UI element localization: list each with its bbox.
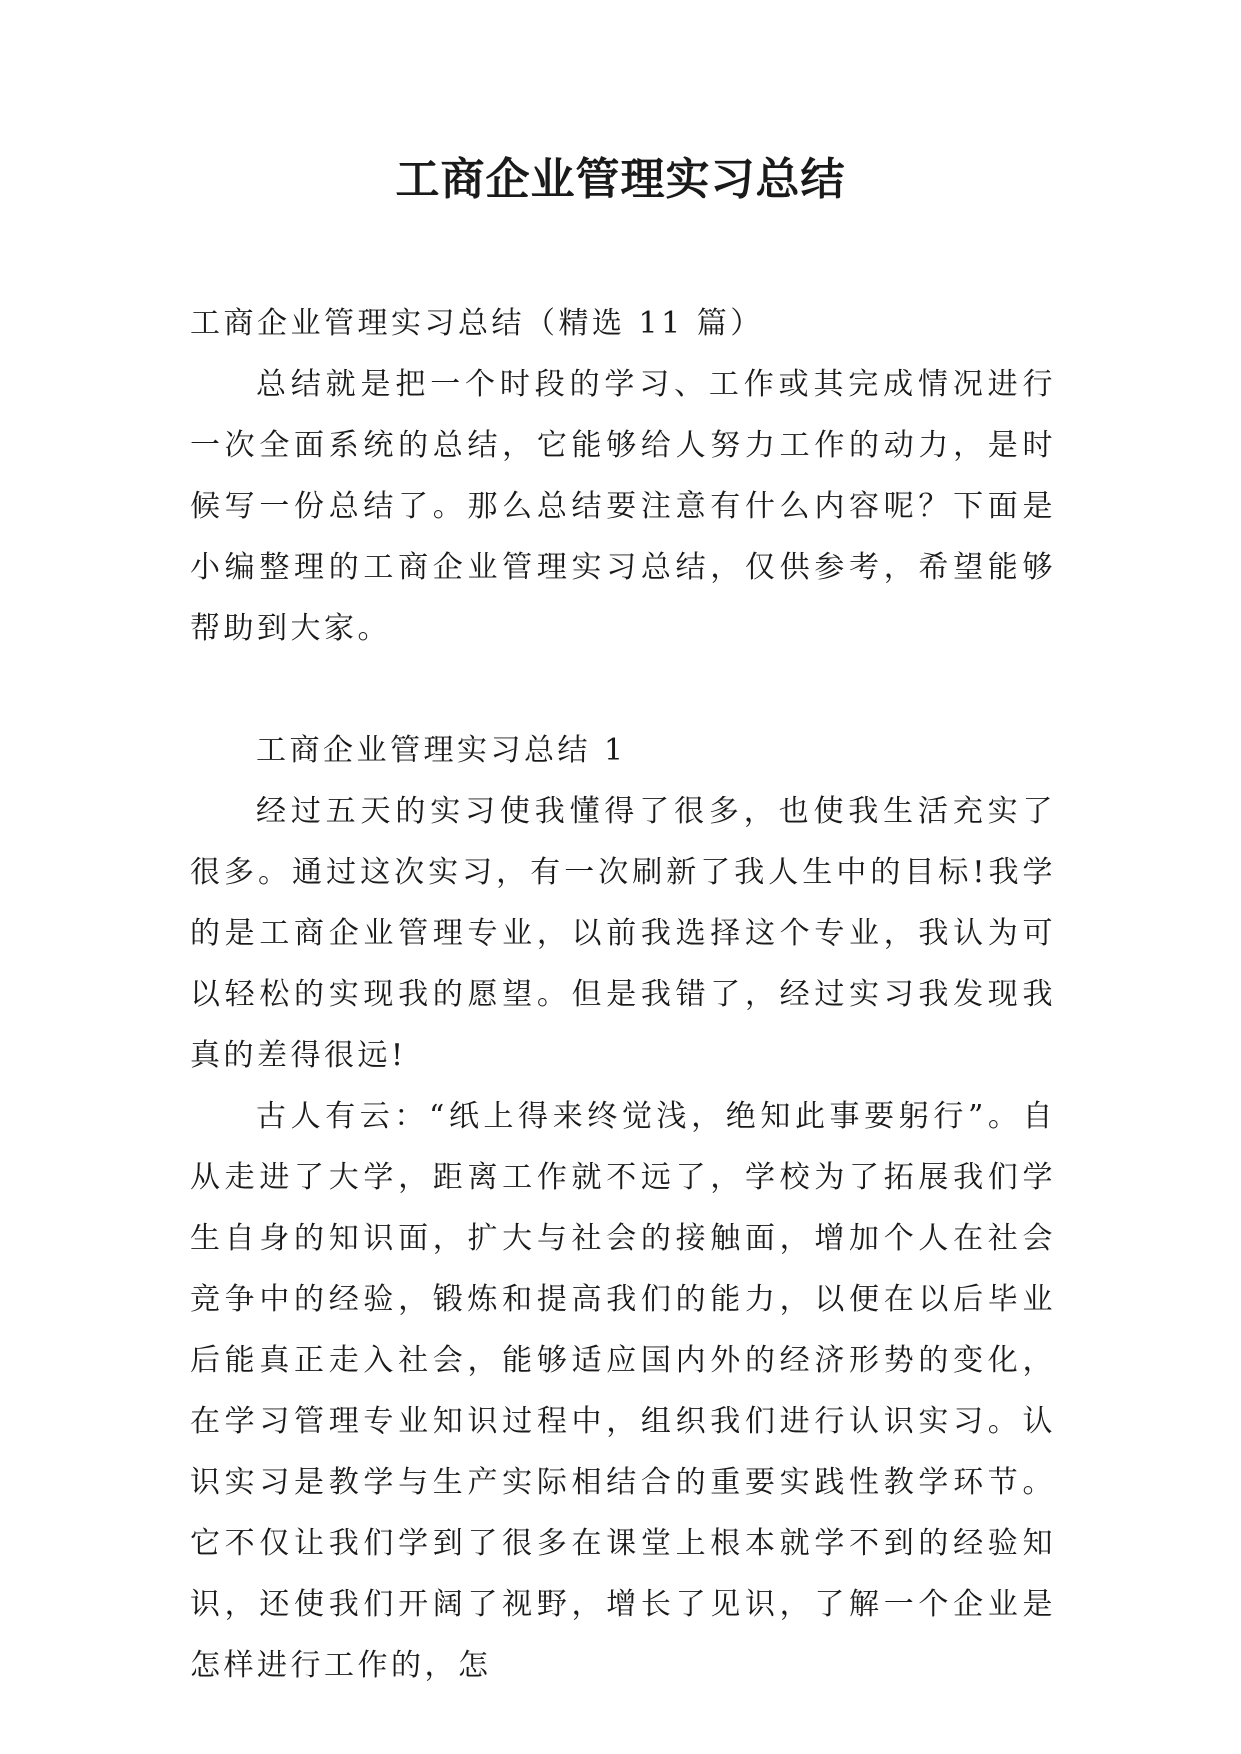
paragraph-spacer	[190, 659, 1056, 720]
body-paragraph: 经过五天的实习使我懂得了很多，也使我生活充实了很多。通过这次实习，有一次刷新了我人生中的目标!我学的是工商企业管理专业，以前我选择这个专业，我认为可以轻松的实现我的愿望。但是我错了，经过实习我发现我真的差得很远!	[190, 794, 1056, 1073]
document-body	[190, 293, 1056, 1696]
intro-paragraph: 总结就是把一个时段的学习、工作或其完成情况进行一次全面系统的总结，它能够给人努力工作的动力，是时候写一份总结了。那么总结要注意有什么内容呢？下面是小编整理的工商企业管理实习总结，仅供参考，希望能够帮助到大家。	[190, 367, 1056, 646]
section-heading: 工商企业管理实习总结 1	[256, 733, 627, 768]
document-title: 工商企业管理实习总结	[395, 154, 846, 205]
document-subtitle: 工商企业管理实习总结（精选 11 篇）	[190, 306, 764, 341]
body-paragraph: 古人有云：“纸上得来终觉浅，绝知此事要躬行”。自从走进了大学，距离工作就不远了，学校为了拓展我们学生自身的知识面，扩大与社会的接触面，增加个人在社会竞争中的经验，锻炼和提高我们的能力，以便在以后毕业后能真正走入社会，能够适应国内外的经济形势的变化，在学习管理专业知识过程中，组织我们进行认识实习。认识实习是教学与生产实际相结合的重要实践性教学环节。它不仅让我们学到了很多在课堂上根本就学不到的经验知识，还使我们开阔了视野，增长了见识，了解一个企业是怎样进行工作的，怎	[190, 1099, 1056, 1683]
